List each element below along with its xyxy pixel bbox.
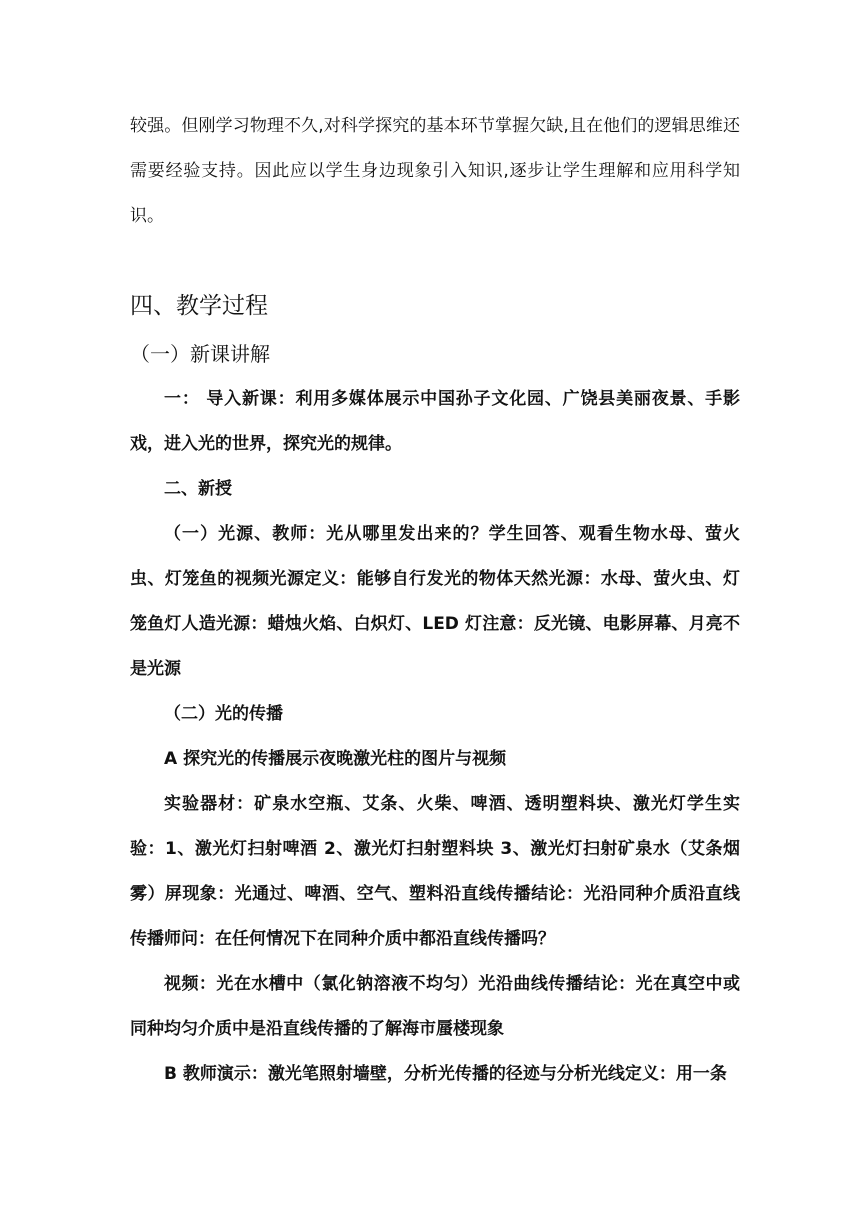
intro-paragraph: 较强。但刚学习物理不久,对科学探究的基本环节掌握欠缺,且在他们的逻辑思维还需要经验支持。因此应以学生身边现象引入知识,逐步让学生理解和应用科学知识。	[130, 116, 740, 226]
new-teaching-heading: 二、新授	[164, 479, 232, 499]
light-propagation-heading: （二）光的传播	[164, 704, 283, 724]
video-paragraph: 视频：光在水槽中（氯化钠溶液不均匀）光沿曲线传播结论：光在真空中或同种均匀介质中是沿直线传播的了解海市蜃楼现象	[130, 974, 740, 1039]
intro-new-lesson-paragraph: 一： 导入新课：利用多媒体展示中国孙子文化园、广饶县美丽夜景、手影戏，进入光的世界，探究光的规律。	[130, 389, 740, 454]
teacher-demo-paragraph: B 教师演示：激光笔照射墙壁，分析光传播的径迹与分析光线定义：用一条	[164, 1064, 727, 1084]
subsection-heading: （一）新课讲解	[130, 342, 270, 366]
section-heading: 四、教学过程	[130, 293, 268, 319]
light-source-paragraph: （一）光源、教师：光从哪里发出来的？学生回答、观看生物水母、萤火虫、灯笼鱼的视频光源定义：能够自行发光的物体天然光源：水母、萤火虫、灯笼鱼灯人造光源：蜡烛火焰、白炽灯、LED 灯注意：反光镜、电影屏幕、月亮不是光源	[130, 524, 740, 679]
experiment-paragraph: 实验器材：矿泉水空瓶、艾条、火柴、啤酒、透明塑料块、激光灯学生实验：1、激光灯扫射啤酒 2、激光灯扫射塑料块 3、激光灯扫射矿泉水（艾条烟雾）屏现象：光通过、啤酒、空气、塑料沿直线传播结论：光沿同种介质沿直线传播师问：在任何情况下在同种介质中都沿直线传播吗？	[130, 794, 740, 949]
explore-propagation-paragraph: A 探究光的传播展示夜晚激光柱的图片与视频	[164, 749, 507, 769]
